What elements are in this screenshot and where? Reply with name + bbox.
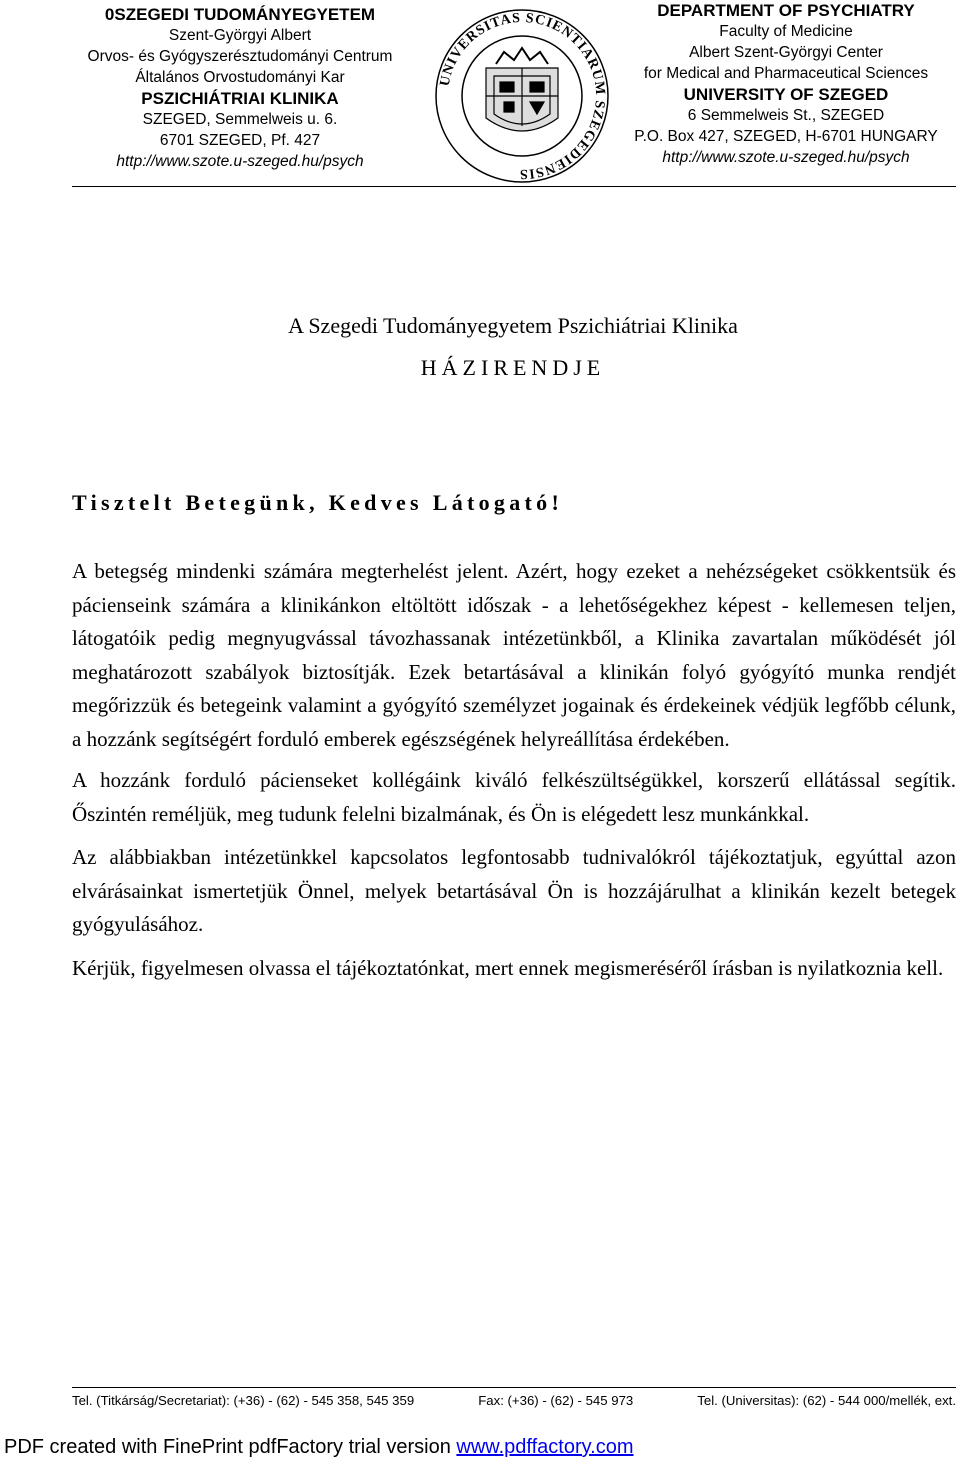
faculty-name-en: Faculty of Medicine <box>719 23 853 40</box>
footer-universitas-phone: Tel. (Universitas): (62) - 544 000/mellék, ext. <box>697 1393 956 1408</box>
document-title: A Szegedi Tudományegyetem Pszichiátriai Klinika <box>288 313 738 338</box>
header-hungarian-address <box>70 4 410 172</box>
department-name-en: DEPARTMENT OF PSYCHIATRY <box>657 1 915 20</box>
footer-divider <box>72 1387 956 1388</box>
street-address-en: 6 Semmelweis St., SZEGED <box>687 107 885 124</box>
footer-contacts <box>72 1393 956 1408</box>
header-divider <box>72 186 956 187</box>
center-subtitle-hu: Orvos- és Gyógyszerésztudományi Centrum <box>87 48 393 65</box>
footer-secretariat-phone: Tel. (Titkárság/Secretariat): (+36) - (62) - 545 358, 545 359 <box>72 1393 415 1408</box>
website-url-right[interactable]: http://www.szote.u-szeged.hu/psych <box>662 149 910 166</box>
document-subtitle: HÁZIRENDJE <box>420 355 606 380</box>
paragraph-declaration: Kérjük, figyelmesen olvassa el tájékoztatónkat, mert ennek megismeréséről írásban is nyilatkoznia kell. <box>72 955 944 980</box>
paragraph-care: A hozzánk forduló pácienseket kollégáink kiváló felkészültségükkel, korszerű ellátással segítik. Őszintén reméljük, meg tudunk felelni bizalmának, és Ön is elégedett lesz munkánkkal. <box>72 768 956 826</box>
faculty-name-hu: Általános Orvostudományi Kar <box>135 69 345 86</box>
pdf-trial-banner <box>4 1436 956 1459</box>
seal-text: UNIVERSITAS SCIENTIARUM SZEGEDIENSIS <box>437 10 608 182</box>
postal-address-en: P.O. Box 427, SZEGED, H-6701 HUNGARY <box>634 128 938 145</box>
body-text <box>72 555 956 995</box>
greeting-heading: Tisztelt Betegünk, Kedves Látogató! <box>72 490 564 515</box>
center-subtitle-en: for Medical and Pharmaceutical Sciences <box>643 65 929 82</box>
university-name-hu: 0SZEGEDI TUDOMÁNYEGYETEM <box>104 5 376 24</box>
paragraph-expectations: Az alábbiakban intézetünkkel kapcsolatos legfontosabb tudnivalókról tájékoztatjuk, egyúttal azon elvárásainkat ismertetjük Önnel, melyek betartásával Ön is hozzájárulhat a klinikán kezelt betegek gyógyulásához. <box>72 845 956 936</box>
paragraph-intro: A betegség mindenki számára megterhelést jelent. Azért, hogy ezeket a nehézségeket csökkentsük és pácienseink számára a klinikánkon eltöltött időszak - a lehetőségekhez képest - kellemesen teljen, látogatóik pedig megnyugvással távozhassanak intézetünkből, a Klinika zavartalan működését jól meghatározott szabályok biztosítják. Ezek betartásával a klinikán folyó gyógyító munka rendjét megőrizzük és betegeink valamint a gyógyító személyzet jogainak és érdekeinek védjük legfőbb célunk, a hozzánk segítségért forduló emberek egészségének helyreállítása érdekében. <box>72 559 956 751</box>
pdffactory-link[interactable]: www.pdffactory.com <box>456 1436 634 1458</box>
pdf-banner-text: PDF created with FinePrint pdfFactory trial version <box>4 1436 457 1458</box>
center-name-en: Albert Szent-Györgyi Center <box>689 44 883 61</box>
website-url-left[interactable]: http://www.szote.u-szeged.hu/psych <box>116 153 364 170</box>
footer-fax: Fax: (+36) - (62) - 545 973 <box>478 1393 634 1408</box>
header-english-address <box>616 0 956 168</box>
university-seal-logo <box>434 8 610 184</box>
university-name-en: UNIVERSITY OF SZEGED <box>683 85 889 104</box>
center-name-hu: Szent-Györgyi Albert <box>168 27 312 44</box>
postal-address-hu: 6701 SZEGED, Pf. 427 <box>159 132 321 149</box>
street-address-hu: SZEGED, Semmelweis u. 6. <box>142 111 338 128</box>
clinic-name-hu: PSZICHIÁTRIAI KLINIKA <box>141 89 339 108</box>
